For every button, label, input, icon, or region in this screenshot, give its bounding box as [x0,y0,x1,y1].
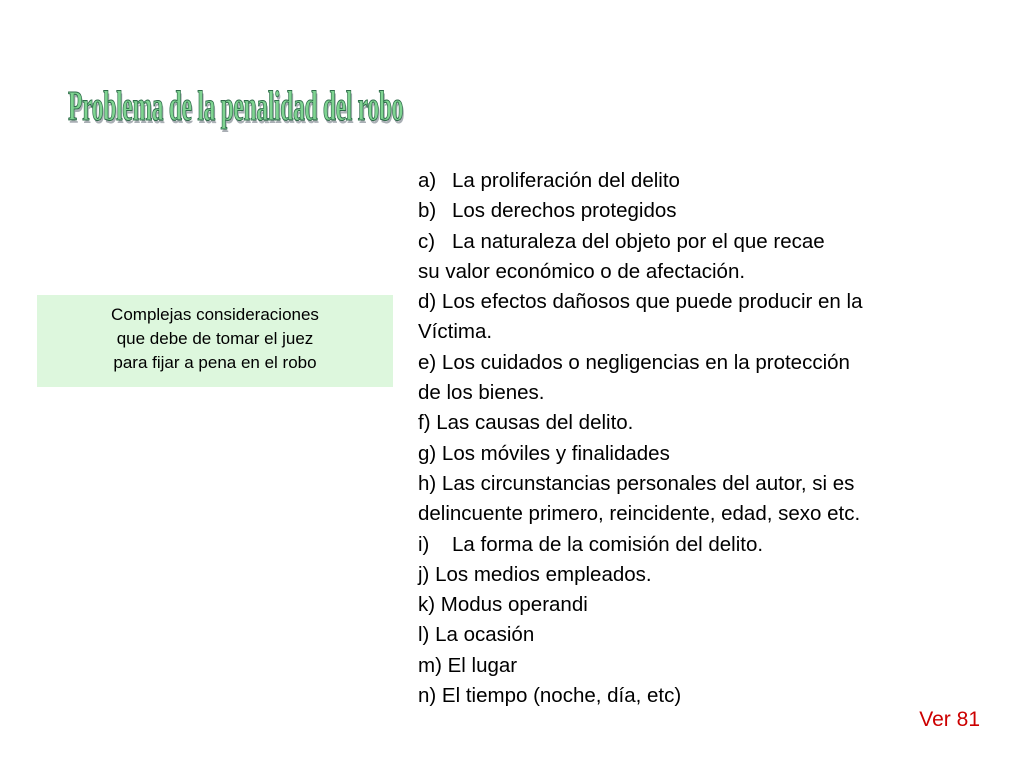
list-item [418,439,1008,469]
list-marker: a) [418,169,437,192]
box-line: para fijar a pena en el robo [113,353,317,372]
list-item-text: k) Modus operandi [418,593,588,617]
list-item-text: su valor económico o de afectación. [418,259,746,283]
list-item [418,166,1008,196]
list-item-text: g) Los móviles y finalidades [418,441,670,465]
list-item-text: h) Las circunstancias personales del autor, si es [418,471,855,495]
list-item [418,560,1008,590]
list-item-text: m) El lugar [418,653,518,677]
list-item-text: d) Los efectos dañosos que puede producir en la [418,290,863,314]
list-item [418,530,1008,560]
list-marker: b) [418,199,437,223]
list-marker: c) [418,229,436,253]
factors-list [418,166,1008,711]
ver-81-link[interactable]: Ver 81 [919,708,980,731]
list-item-text: Víctima. [418,320,493,344]
list-item [418,620,1008,650]
list-item [418,287,1008,317]
slide-title: Problema de la penalidad del robo [68,82,404,130]
list-item-text: f) Las causas del delito. [418,411,634,435]
list-item [418,348,1008,378]
list-item [418,651,1008,681]
list-item-text: j) Los medios empleados. [418,562,652,586]
list-item-text: l) La ocasión [418,623,535,647]
list-item-text: de los bienes. [418,381,545,405]
list-item [418,469,1008,499]
list-item [418,590,1008,620]
list-item [418,378,1008,408]
list-item [418,257,1008,287]
list-item [418,196,1008,226]
list-item [418,227,1008,257]
list-item-text: Los derechos protegidos [452,199,677,223]
list-item [418,408,1008,438]
list-item [418,499,1008,529]
list-item-text: La naturaleza del objeto por el que recae [452,229,825,253]
list-item-text: delincuente primero, reincidente, edad, sexo etc. [418,502,861,526]
list-item-text: La forma de la comisión del delito. [452,532,764,556]
list-item-text: n) El tiempo (noche, día, etc) [418,684,682,708]
title-container [68,84,468,150]
box-line: que debe de tomar el juez [116,329,314,348]
list-marker: i) [418,532,430,556]
list-item [418,317,1008,347]
list-item-text: La proliferación del delito [452,169,680,192]
list-item-text: e) Los cuidados o negligencias en la protección [418,350,850,374]
box-line: Complejas consideraciones [111,305,319,324]
considerations-box [37,295,393,387]
